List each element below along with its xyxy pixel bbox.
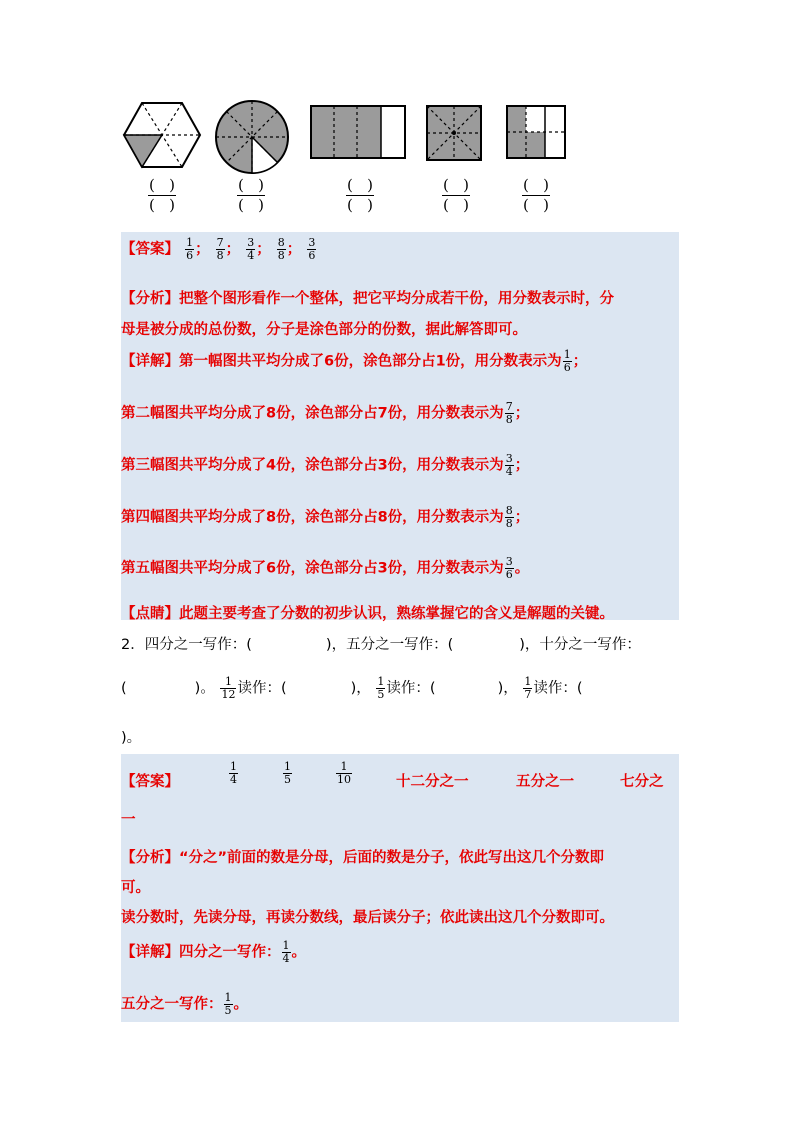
question-2-line-3: )。 xyxy=(121,730,142,746)
question-fraction: $\frac{1}{7}$ xyxy=(524,675,532,701)
question-number: 2． xyxy=(121,637,145,653)
detail-fraction: $\frac{1}{4}$ xyxy=(282,939,290,965)
answer-2-wrap: 一 xyxy=(121,812,136,828)
detail-fraction: $\frac{7}{8}$ xyxy=(505,400,513,426)
detail-fraction: $\frac{1}{5}$ xyxy=(224,991,232,1017)
answer-tag: 【答案】 xyxy=(121,241,179,258)
answer-2-fraction-1: $\frac{1}{4}$ xyxy=(230,760,237,786)
detail-fraction: $\frac{1}{6}$ xyxy=(563,348,571,374)
square-figure xyxy=(426,105,482,161)
answer-2-fraction-3: $\frac{1}{10}$ xyxy=(337,760,351,786)
analysis-tag: 【分析】 xyxy=(121,850,179,866)
answer-fraction: $\frac{8}{8}$ xyxy=(277,236,285,262)
analysis-2-line-2: 可。 xyxy=(121,880,150,896)
detail-fraction: $\frac{8}{8}$ xyxy=(505,504,513,530)
answer-fraction: $\frac{3}{6}$ xyxy=(308,236,316,262)
detail-1-row-2: 第二幅图共平均分成了8份，涂色部分占7份，用分数表示为 $\frac{7}{8}$ ； xyxy=(121,400,530,426)
analysis-2-line-3: 读分数时，先读分母，再读分数线，最后读分子；依此读出这几个分数即可。 xyxy=(121,910,614,926)
blank-fraction-1[interactable]: ( ) ( ) xyxy=(148,176,176,214)
answer-2-fraction-2: $\frac{1}{5}$ xyxy=(284,760,291,786)
detail-tag: 【详解】 xyxy=(121,353,179,370)
small-rectangle-figure xyxy=(506,105,566,159)
detail-2-row-2: 五分之一写作： $\frac{1}{5}$ 。 xyxy=(121,991,248,1017)
blank-fraction-3[interactable]: ( ) ( ) xyxy=(346,176,374,214)
blank-fraction-4[interactable]: ( ) ( ) xyxy=(442,176,470,214)
question-fraction: $\frac{1}{12}$ xyxy=(221,675,236,701)
answer-2-word-3: 七分之 xyxy=(620,774,664,790)
circle-figure xyxy=(214,99,290,175)
question-2-line-2: ( )。 $\frac{1}{12}$ 读作：( )， $\frac{1}{5}$ 读作：( )， $\frac{1}{7}$ 读作：( xyxy=(121,675,583,701)
solution-panel-2 xyxy=(121,754,679,1022)
analysis-tag: 【分析】 xyxy=(121,291,179,307)
detail-1-row-1: 【详解】第一幅图共平均分成了6份，涂色部分占1份，用分数表示为 $\frac{1}{6}$ ； xyxy=(121,348,588,374)
comment-1-line: 【点睛】此题主要考查了分数的初步认识，熟练掌握它的含义是解题的关键。 xyxy=(121,606,614,622)
blank-fraction-5[interactable]: ( ) ( ) xyxy=(522,176,550,214)
answer-fraction: $\frac{3}{4}$ xyxy=(247,236,255,262)
question-2-line-1: 2．四分之一写作：( )，五分之一写作：( )，十分之一写作： xyxy=(121,637,641,653)
detail-tag: 【详解】 xyxy=(121,944,179,961)
detail-2-row-1: 【详解】四分之一写作： $\frac{1}{4}$ 。 xyxy=(121,939,306,965)
answer-2-tag: 【答案】 xyxy=(121,774,179,790)
blank-fraction-2[interactable]: ( ) ( ) xyxy=(237,176,265,214)
rectangle-figure xyxy=(310,105,406,159)
detail-fraction: $\frac{3}{6}$ xyxy=(505,555,513,581)
answer-2-word-1: 十二分之一 xyxy=(396,774,469,790)
analysis-1-line-1: 【分析】把整个图形看作一个整体，把它平均分成若干份，用分数表示时，分 xyxy=(121,291,614,307)
answer-1-line: 【答案】 $\frac{1}{6}$ ； $\frac{7}{8}$ ； $\frac{3}{4}$ ； $\frac{8}{8}$ ； $\frac{3}{6}$ xyxy=(121,236,316,262)
answer-fraction: $\frac{7}{8}$ xyxy=(216,236,224,262)
detail-1-row-4: 第四幅图共平均分成了8份，涂色部分占8份，用分数表示为 $\frac{8}{8}$ ； xyxy=(121,504,530,530)
analysis-1-line-2: 母是被分成的总份数，分子是涂色部分的份数，据此解答即可。 xyxy=(121,322,527,338)
detail-fraction: $\frac{3}{4}$ xyxy=(505,452,513,478)
answer-fraction: $\frac{1}{6}$ xyxy=(186,236,194,262)
question-fraction: $\frac{1}{5}$ xyxy=(377,675,385,701)
detail-1-row-5: 第五幅图共平均分成了6份，涂色部分占3份，用分数表示为 $\frac{3}{6}$ 。 xyxy=(121,555,530,581)
detail-1-row-3: 第三幅图共平均分成了4份，涂色部分占3份，用分数表示为 $\frac{3}{4}$ ； xyxy=(121,452,530,478)
analysis-2-line-1: 【分析】“分之”前面的数是分母，后面的数是分子，依此写出这几个分数即 xyxy=(121,850,605,866)
answer-2-word-2: 五分之一 xyxy=(516,774,574,790)
comment-tag: 【点睛】 xyxy=(121,606,179,622)
hexagon-figure xyxy=(122,99,202,171)
